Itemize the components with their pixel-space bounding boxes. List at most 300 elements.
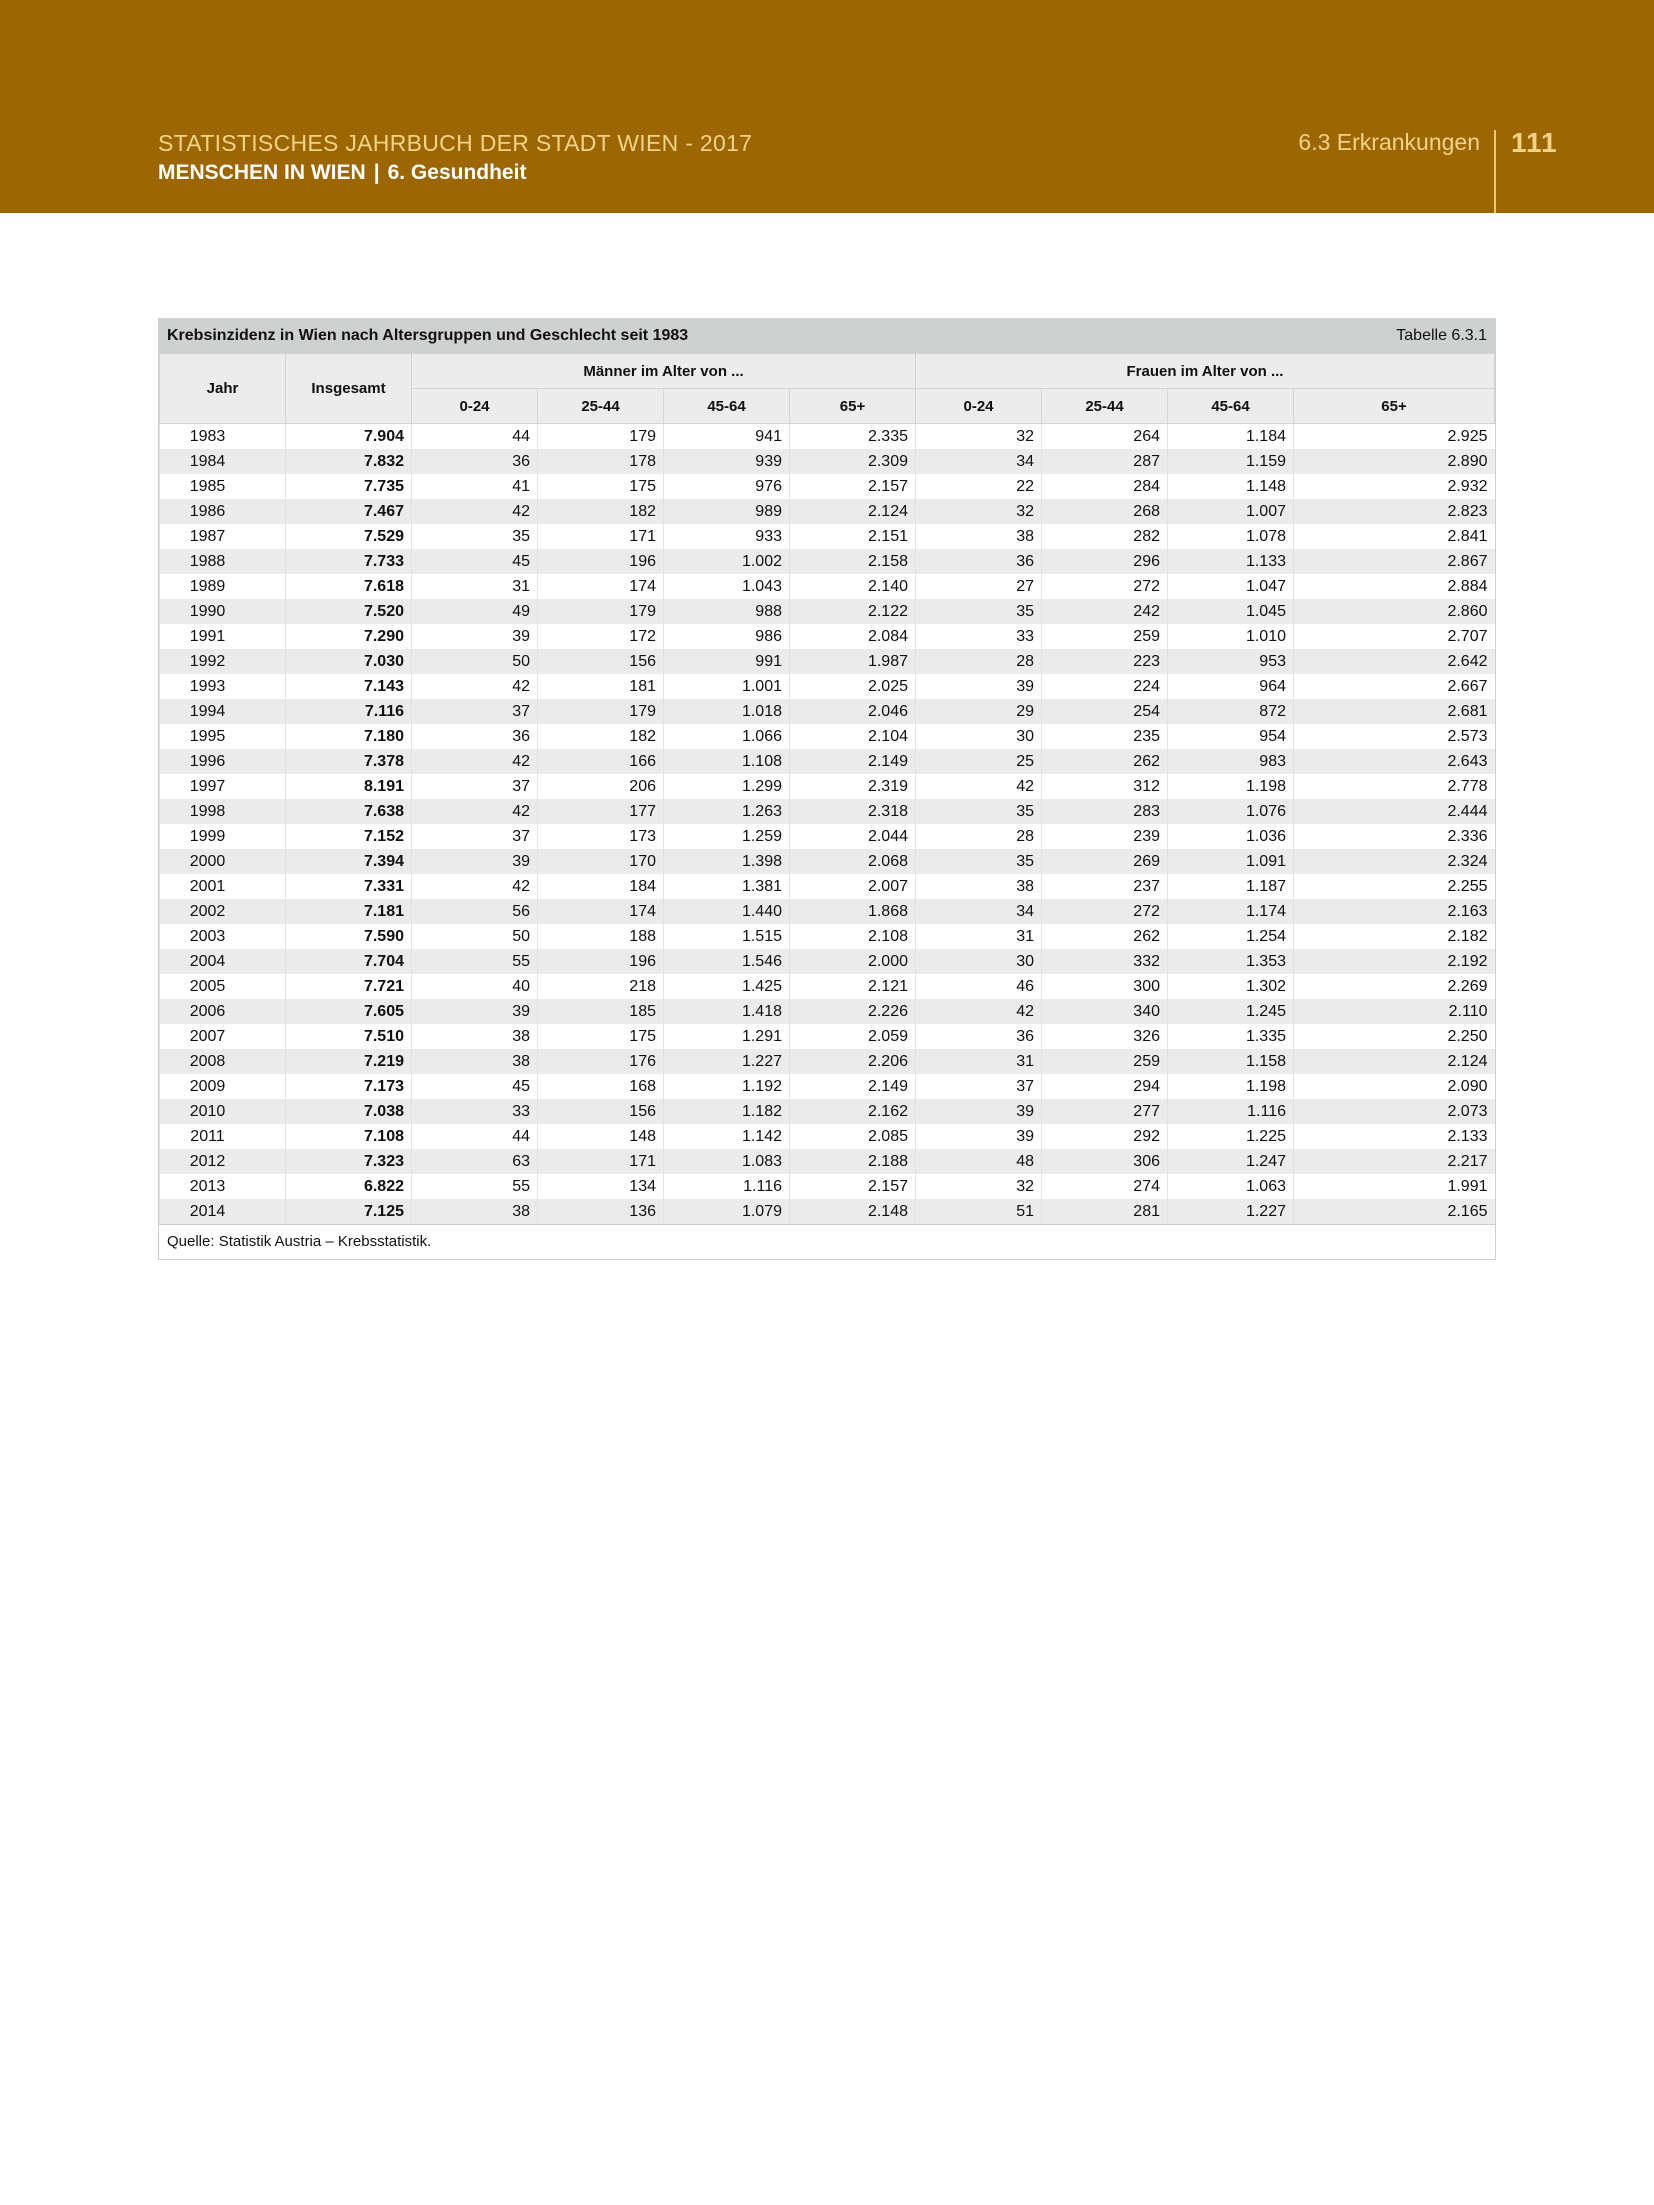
cell-maenner: 1.515 — [664, 924, 790, 949]
cell-maenner: 2.000 — [790, 949, 916, 974]
cell-frauen: 1.225 — [1168, 1124, 1294, 1149]
header-m-age: 25-44 — [538, 389, 664, 424]
cell-frauen: 272 — [1042, 899, 1168, 924]
cell-maenner: 2.046 — [790, 699, 916, 724]
cell-maenner: 148 — [538, 1124, 664, 1149]
cell-frauen: 2.925 — [1294, 424, 1495, 450]
cell-total: 7.290 — [286, 624, 412, 649]
cell-maenner: 2.226 — [790, 999, 916, 1024]
cell-maenner: 178 — [538, 449, 664, 474]
cell-maenner: 2.122 — [790, 599, 916, 624]
cell-maenner: 55 — [412, 949, 538, 974]
cell-maenner: 2.188 — [790, 1149, 916, 1174]
cell-frauen: 1.078 — [1168, 524, 1294, 549]
cell-year: 1993 — [160, 674, 286, 699]
cell-frauen: 224 — [1042, 674, 1168, 699]
cell-frauen: 2.165 — [1294, 1199, 1495, 1224]
cell-frauen: 1.158 — [1168, 1049, 1294, 1074]
cell-total: 7.180 — [286, 724, 412, 749]
table-row — [160, 499, 1495, 524]
cell-frauen: 1.010 — [1168, 624, 1294, 649]
cell-maenner: 196 — [538, 949, 664, 974]
cell-frauen: 340 — [1042, 999, 1168, 1024]
cell-year: 2006 — [160, 999, 286, 1024]
cell-frauen: 223 — [1042, 649, 1168, 674]
cell-maenner: 2.068 — [790, 849, 916, 874]
cell-maenner: 2.318 — [790, 799, 916, 824]
cell-frauen: 2.250 — [1294, 1024, 1495, 1049]
cell-maenner: 1.418 — [664, 999, 790, 1024]
cell-maenner: 989 — [664, 499, 790, 524]
cell-maenner: 2.084 — [790, 624, 916, 649]
cell-year: 2014 — [160, 1199, 286, 1224]
cell-frauen: 2.182 — [1294, 924, 1495, 949]
cell-frauen: 2.110 — [1294, 999, 1495, 1024]
cell-frauen: 1.198 — [1168, 774, 1294, 799]
cell-frauen: 2.860 — [1294, 599, 1495, 624]
table-row — [160, 924, 1495, 949]
cell-frauen: 2.573 — [1294, 724, 1495, 749]
cell-frauen: 272 — [1042, 574, 1168, 599]
cell-maenner: 2.319 — [790, 774, 916, 799]
cell-total: 7.378 — [286, 749, 412, 774]
cell-total: 7.733 — [286, 549, 412, 574]
table-body — [160, 424, 1495, 1225]
cell-year: 1997 — [160, 774, 286, 799]
cell-frauen: 259 — [1042, 624, 1168, 649]
table-row — [160, 1074, 1495, 1099]
cell-maenner: 1.002 — [664, 549, 790, 574]
cell-maenner: 196 — [538, 549, 664, 574]
cell-maenner: 182 — [538, 724, 664, 749]
cell-maenner: 2.162 — [790, 1099, 916, 1124]
header-group-frauen: Frauen im Alter von ... — [916, 354, 1495, 389]
table-row — [160, 949, 1495, 974]
cell-maenner: 1.108 — [664, 749, 790, 774]
cell-maenner: 1.018 — [664, 699, 790, 724]
cell-frauen: 22 — [916, 474, 1042, 499]
cell-frauen: 1.227 — [1168, 1199, 1294, 1224]
cell-frauen: 312 — [1042, 774, 1168, 799]
data-table-container — [158, 318, 1496, 1260]
cell-year: 1995 — [160, 724, 286, 749]
table-row — [160, 624, 1495, 649]
cell-frauen: 37 — [916, 1074, 1042, 1099]
cell-frauen: 242 — [1042, 599, 1168, 624]
cell-maenner: 42 — [412, 499, 538, 524]
cell-maenner: 1.398 — [664, 849, 790, 874]
table-row — [160, 974, 1495, 999]
table-row — [160, 474, 1495, 499]
cell-frauen: 2.217 — [1294, 1149, 1495, 1174]
table-row — [160, 774, 1495, 799]
cell-maenner: 2.085 — [790, 1124, 916, 1149]
cell-frauen: 2.890 — [1294, 449, 1495, 474]
cell-frauen: 283 — [1042, 799, 1168, 824]
cell-maenner: 2.121 — [790, 974, 916, 999]
cell-frauen: 32 — [916, 1174, 1042, 1199]
cell-frauen: 2.133 — [1294, 1124, 1495, 1149]
cell-frauen: 34 — [916, 899, 1042, 924]
cell-frauen: 35 — [916, 599, 1042, 624]
header-f-age: 0-24 — [916, 389, 1042, 424]
cell-year: 1987 — [160, 524, 286, 549]
cell-maenner: 1.001 — [664, 674, 790, 699]
cell-frauen: 1.091 — [1168, 849, 1294, 874]
cell-frauen: 268 — [1042, 499, 1168, 524]
cell-frauen: 287 — [1042, 449, 1168, 474]
cell-total: 7.904 — [286, 424, 412, 450]
cell-maenner: 991 — [664, 649, 790, 674]
cell-year: 1988 — [160, 549, 286, 574]
cell-maenner: 179 — [538, 699, 664, 724]
page-header — [0, 0, 1654, 213]
cell-year: 2009 — [160, 1074, 286, 1099]
cell-maenner: 184 — [538, 874, 664, 899]
cell-frauen: 872 — [1168, 699, 1294, 724]
cell-frauen: 332 — [1042, 949, 1168, 974]
table-row — [160, 824, 1495, 849]
cell-total: 7.735 — [286, 474, 412, 499]
cell-total: 7.038 — [286, 1099, 412, 1124]
cell-maenner: 172 — [538, 624, 664, 649]
cell-maenner: 44 — [412, 1124, 538, 1149]
cell-year: 2007 — [160, 1024, 286, 1049]
cell-total: 7.590 — [286, 924, 412, 949]
cell-maenner: 171 — [538, 524, 664, 549]
cell-year: 2010 — [160, 1099, 286, 1124]
cell-year: 2008 — [160, 1049, 286, 1074]
cell-maenner: 1.987 — [790, 649, 916, 674]
cell-total: 7.394 — [286, 849, 412, 874]
cell-frauen: 2.269 — [1294, 974, 1495, 999]
cell-frauen: 274 — [1042, 1174, 1168, 1199]
cell-total: 7.152 — [286, 824, 412, 849]
cell-maenner: 1.083 — [664, 1149, 790, 1174]
table-row — [160, 749, 1495, 774]
cell-maenner: 173 — [538, 824, 664, 849]
table-row — [160, 549, 1495, 574]
cell-frauen: 1.247 — [1168, 1149, 1294, 1174]
cell-year: 2005 — [160, 974, 286, 999]
cell-frauen: 1.353 — [1168, 949, 1294, 974]
table-row — [160, 574, 1495, 599]
cell-maenner: 218 — [538, 974, 664, 999]
cell-maenner: 175 — [538, 1024, 664, 1049]
cell-frauen: 300 — [1042, 974, 1168, 999]
cell-frauen: 1.076 — [1168, 799, 1294, 824]
cell-frauen: 1.116 — [1168, 1099, 1294, 1124]
cell-maenner: 188 — [538, 924, 664, 949]
cell-maenner: 171 — [538, 1149, 664, 1174]
cell-maenner: 156 — [538, 649, 664, 674]
cell-maenner: 49 — [412, 599, 538, 624]
cell-maenner: 45 — [412, 1074, 538, 1099]
cell-maenner: 2.108 — [790, 924, 916, 949]
cell-frauen: 254 — [1042, 699, 1168, 724]
cell-maenner: 166 — [538, 749, 664, 774]
cell-frauen: 29 — [916, 699, 1042, 724]
cell-frauen: 281 — [1042, 1199, 1168, 1224]
cell-frauen: 269 — [1042, 849, 1168, 874]
table-row — [160, 424, 1495, 450]
header-f-age: 65+ — [1294, 389, 1495, 424]
cell-maenner: 181 — [538, 674, 664, 699]
cell-total: 6.822 — [286, 1174, 412, 1199]
header-m-age: 65+ — [790, 389, 916, 424]
page-number: 111 — [1511, 127, 1558, 158]
cell-total: 7.219 — [286, 1049, 412, 1074]
cell-maenner: 37 — [412, 699, 538, 724]
cell-maenner: 1.192 — [664, 1074, 790, 1099]
cell-frauen: 2.124 — [1294, 1049, 1495, 1074]
cell-maenner: 41 — [412, 474, 538, 499]
table-row — [160, 724, 1495, 749]
cell-maenner: 36 — [412, 724, 538, 749]
cell-total: 7.721 — [286, 974, 412, 999]
cell-maenner: 136 — [538, 1199, 664, 1224]
cell-frauen: 1.159 — [1168, 449, 1294, 474]
header-m-age: 0-24 — [412, 389, 538, 424]
cell-year: 2011 — [160, 1124, 286, 1149]
cell-total: 7.323 — [286, 1149, 412, 1174]
cell-maenner: 42 — [412, 874, 538, 899]
cell-year: 2013 — [160, 1174, 286, 1199]
cell-maenner: 1.291 — [664, 1024, 790, 1049]
cell-maenner: 33 — [412, 1099, 538, 1124]
cell-maenner: 177 — [538, 799, 664, 824]
cell-frauen: 292 — [1042, 1124, 1168, 1149]
cell-maenner: 1.263 — [664, 799, 790, 824]
cell-total: 7.181 — [286, 899, 412, 924]
cell-total: 7.605 — [286, 999, 412, 1024]
cell-maenner: 1.381 — [664, 874, 790, 899]
cell-frauen: 296 — [1042, 549, 1168, 574]
cell-maenner: 174 — [538, 574, 664, 599]
cell-frauen: 1.245 — [1168, 999, 1294, 1024]
cell-year: 2001 — [160, 874, 286, 899]
cell-frauen: 30 — [916, 724, 1042, 749]
cell-maenner: 2.059 — [790, 1024, 916, 1049]
cell-year: 2000 — [160, 849, 286, 874]
cell-maenner: 38 — [412, 1024, 538, 1049]
cell-maenner: 175 — [538, 474, 664, 499]
cell-maenner: 2.140 — [790, 574, 916, 599]
cell-frauen: 39 — [916, 674, 1042, 699]
cell-total: 7.638 — [286, 799, 412, 824]
cell-frauen: 2.073 — [1294, 1099, 1495, 1124]
cell-year: 1991 — [160, 624, 286, 649]
cell-maenner: 42 — [412, 749, 538, 774]
cell-frauen: 25 — [916, 749, 1042, 774]
cell-frauen: 1.335 — [1168, 1024, 1294, 1049]
cell-maenner: 2.025 — [790, 674, 916, 699]
cell-maenner: 1.182 — [664, 1099, 790, 1124]
publication-title: STATISTISCHES JAHRBUCH DER STADT WIEN - 2017 — [158, 130, 753, 156]
cell-frauen: 28 — [916, 824, 1042, 849]
cell-frauen: 39 — [916, 1099, 1042, 1124]
cell-maenner: 176 — [538, 1049, 664, 1074]
cell-year: 1992 — [160, 649, 286, 674]
cell-frauen: 964 — [1168, 674, 1294, 699]
cell-frauen: 983 — [1168, 749, 1294, 774]
cell-frauen: 2.643 — [1294, 749, 1495, 774]
cell-year: 1986 — [160, 499, 286, 524]
cell-maenner: 2.157 — [790, 474, 916, 499]
cell-maenner: 1.868 — [790, 899, 916, 924]
table-row — [160, 699, 1495, 724]
cell-maenner: 42 — [412, 799, 538, 824]
cell-frauen: 239 — [1042, 824, 1168, 849]
cell-maenner: 1.227 — [664, 1049, 790, 1074]
cell-frauen: 2.255 — [1294, 874, 1495, 899]
cell-frauen: 32 — [916, 499, 1042, 524]
cell-frauen: 306 — [1042, 1149, 1168, 1174]
cell-year: 1984 — [160, 449, 286, 474]
cell-maenner: 1.259 — [664, 824, 790, 849]
cell-maenner: 42 — [412, 674, 538, 699]
cell-total: 7.030 — [286, 649, 412, 674]
cell-frauen: 1.133 — [1168, 549, 1294, 574]
cell-year: 1998 — [160, 799, 286, 824]
cell-year: 1996 — [160, 749, 286, 774]
cell-maenner: 37 — [412, 774, 538, 799]
cell-frauen: 1.254 — [1168, 924, 1294, 949]
cell-maenner: 1.043 — [664, 574, 790, 599]
cell-frauen: 34 — [916, 449, 1042, 474]
cell-year: 1989 — [160, 574, 286, 599]
cell-frauen: 1.063 — [1168, 1174, 1294, 1199]
cell-frauen: 2.778 — [1294, 774, 1495, 799]
cell-frauen: 2.867 — [1294, 549, 1495, 574]
table-row — [160, 899, 1495, 924]
cell-frauen: 2.681 — [1294, 699, 1495, 724]
cell-maenner: 63 — [412, 1149, 538, 1174]
cell-frauen: 48 — [916, 1149, 1042, 1174]
cell-maenner: 2.206 — [790, 1049, 916, 1074]
cell-maenner: 36 — [412, 449, 538, 474]
cell-maenner: 45 — [412, 549, 538, 574]
cell-frauen: 42 — [916, 774, 1042, 799]
cell-maenner: 939 — [664, 449, 790, 474]
cell-frauen: 2.642 — [1294, 649, 1495, 674]
cell-maenner: 2.007 — [790, 874, 916, 899]
breadcrumb-chapter: 6. Gesundheit — [387, 161, 527, 184]
cell-frauen: 2.667 — [1294, 674, 1495, 699]
cell-frauen: 1.045 — [1168, 599, 1294, 624]
cell-frauen: 2.841 — [1294, 524, 1495, 549]
breadcrumb-separator: | — [373, 161, 380, 184]
cell-frauen: 282 — [1042, 524, 1168, 549]
cell-total: 8.191 — [286, 774, 412, 799]
cell-frauen: 28 — [916, 649, 1042, 674]
cell-frauen: 1.036 — [1168, 824, 1294, 849]
cell-frauen: 36 — [916, 549, 1042, 574]
table-row — [160, 1049, 1495, 1074]
cell-year: 2002 — [160, 899, 286, 924]
cell-total: 7.510 — [286, 1024, 412, 1049]
table-title: Krebsinzidenz in Wien nach Altersgruppen und Geschlecht seit 1983 — [167, 327, 689, 344]
cell-frauen: 1.991 — [1294, 1174, 1495, 1199]
cell-year: 2003 — [160, 924, 286, 949]
table-source: Quelle: Statistik Austria – Krebsstatistik. — [159, 1224, 1495, 1259]
cell-frauen: 35 — [916, 799, 1042, 824]
header-group-maenner: Männer im Alter von ... — [412, 354, 916, 389]
cell-year: 1985 — [160, 474, 286, 499]
chapter-breadcrumb — [158, 161, 526, 185]
cell-maenner: 38 — [412, 1049, 538, 1074]
cell-frauen: 237 — [1042, 874, 1168, 899]
cell-total: 7.618 — [286, 574, 412, 599]
cell-frauen: 264 — [1042, 424, 1168, 450]
cell-maenner: 2.104 — [790, 724, 916, 749]
cell-frauen: 1.174 — [1168, 899, 1294, 924]
cell-total: 7.125 — [286, 1199, 412, 1224]
cell-total: 7.108 — [286, 1124, 412, 1149]
cell-frauen: 2.932 — [1294, 474, 1495, 499]
cell-maenner: 933 — [664, 524, 790, 549]
cell-maenner: 50 — [412, 924, 538, 949]
cell-frauen: 32 — [916, 424, 1042, 450]
cell-maenner: 179 — [538, 424, 664, 450]
cell-frauen: 30 — [916, 949, 1042, 974]
cell-maenner: 1.425 — [664, 974, 790, 999]
cell-total: 7.173 — [286, 1074, 412, 1099]
cell-maenner: 39 — [412, 849, 538, 874]
cell-total: 7.143 — [286, 674, 412, 699]
cell-maenner: 2.149 — [790, 1074, 916, 1099]
table-row — [160, 674, 1495, 699]
table-label: Tabelle 6.3.1 — [1396, 327, 1487, 344]
cell-frauen: 326 — [1042, 1024, 1168, 1049]
cell-year: 1994 — [160, 699, 286, 724]
cell-maenner: 40 — [412, 974, 538, 999]
cell-frauen: 38 — [916, 874, 1042, 899]
table-row — [160, 449, 1495, 474]
header-m-age: 45-64 — [664, 389, 790, 424]
cell-maenner: 2.151 — [790, 524, 916, 549]
cell-frauen: 294 — [1042, 1074, 1168, 1099]
cell-frauen: 2.192 — [1294, 949, 1495, 974]
cell-frauen: 1.007 — [1168, 499, 1294, 524]
incidence-table — [159, 353, 1495, 1224]
cell-maenner: 988 — [664, 599, 790, 624]
cell-frauen: 259 — [1042, 1049, 1168, 1074]
cell-maenner: 55 — [412, 1174, 538, 1199]
breadcrumb-part: MENSCHEN IN WIEN — [158, 161, 366, 184]
cell-year: 1990 — [160, 599, 286, 624]
cell-maenner: 38 — [412, 1199, 538, 1224]
cell-frauen: 953 — [1168, 649, 1294, 674]
section-title: 6.3 Erkrankungen — [1298, 129, 1480, 155]
cell-frauen: 36 — [916, 1024, 1042, 1049]
cell-maenner: 37 — [412, 824, 538, 849]
table-row — [160, 524, 1495, 549]
cell-frauen: 1.187 — [1168, 874, 1294, 899]
cell-year: 2012 — [160, 1149, 286, 1174]
table-row — [160, 1099, 1495, 1124]
table-row — [160, 1174, 1495, 1199]
cell-frauen: 954 — [1168, 724, 1294, 749]
cell-year: 1983 — [160, 424, 286, 450]
table-row — [160, 1199, 1495, 1224]
table-row — [160, 1124, 1495, 1149]
cell-frauen: 42 — [916, 999, 1042, 1024]
cell-total: 7.467 — [286, 499, 412, 524]
cell-total: 7.832 — [286, 449, 412, 474]
cell-frauen: 31 — [916, 924, 1042, 949]
cell-frauen: 235 — [1042, 724, 1168, 749]
